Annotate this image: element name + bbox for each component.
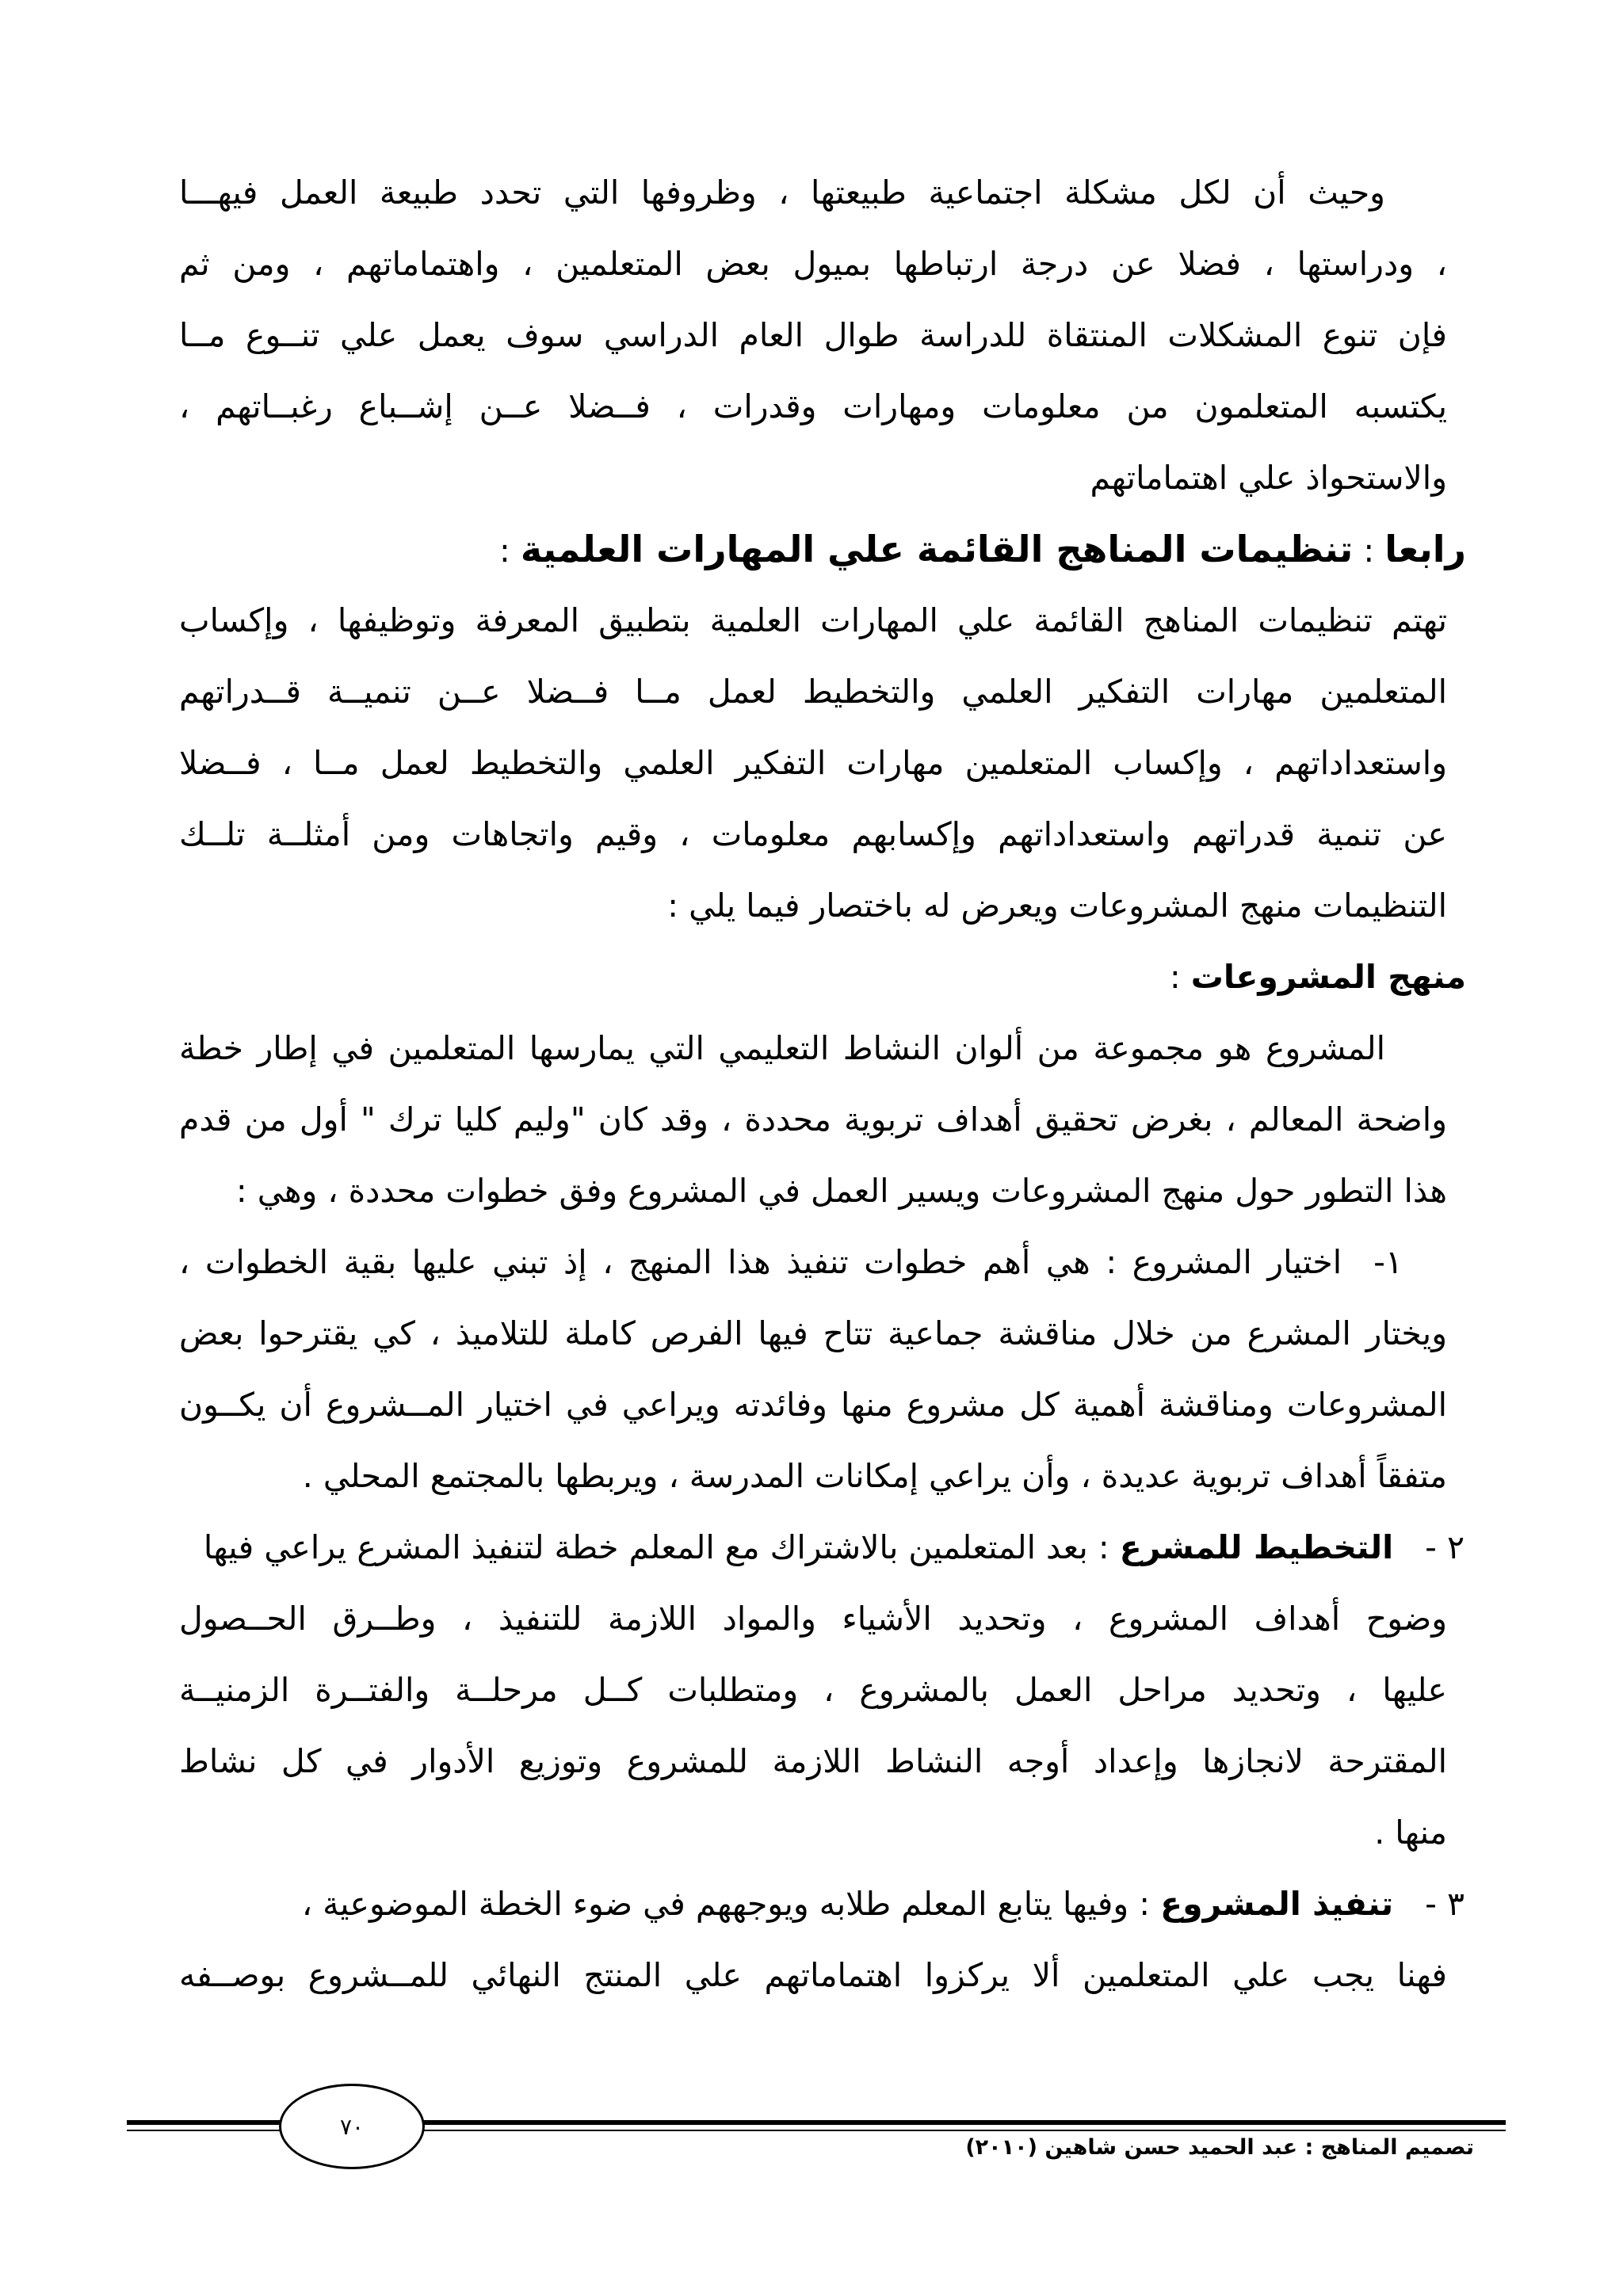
- heading-suffix: :: [498, 532, 510, 570]
- paragraph-line: فإن تنوع المشكلات المنتقاة للدراسة طوال العام الدراسي سوف يعمل علي تنــوع مــا: [179, 316, 1447, 354]
- step-label: اختيار المشروع :: [1106, 1243, 1342, 1281]
- step-3-first-line: [179, 1868, 1465, 1939]
- paragraph-line: تهتم تنظيمات المناهج القائمة علي المهارات العلمية بتطبيق المعرفة وتوظيفها ، وإكساب: [179, 601, 1447, 639]
- subheading-suffix: :: [1169, 958, 1181, 996]
- step-number: ٣ -: [1425, 1885, 1465, 1923]
- paragraph-line: وحيث أن لكل مشكلة اجتماعية طبيعتها ، وظروفها التي تحدد طبيعة العمل فيهـــا: [179, 174, 1385, 212]
- heading-title: تنظيمات المناهج القائمة علي المهارات العلمية: [520, 528, 1354, 570]
- step-label: التخطيط للمشرع: [1119, 1528, 1394, 1566]
- subheading-title: منهج المشروعات: [1190, 958, 1466, 996]
- paragraph-line: ، ودراستها ، فضلا عن درجة ارتباطها بميول بعض المتعلمين ، واهتماماتهم ، ومن ثم: [179, 245, 1447, 283]
- section-heading: رابعا : تنظيمات المناهج القائمة علي المهارات العلمية :: [498, 528, 1466, 570]
- paragraph-line: هذا التطور حول منهج المشروعات ويسير العمل في المشروع وفق خطوات محددة ، وهي :: [235, 1172, 1447, 1210]
- step-colon: :: [1139, 1885, 1151, 1923]
- step-text: هي أهم خطوات تنفيذ هذا المنهج ، إذ تبني عليها بقية الخطوات ،: [179, 1243, 1090, 1281]
- subheading: [174, 941, 1466, 1013]
- paragraph-line: التنظيمات منهج المشروعات ويعرض له باختصار فيما يلي :: [667, 887, 1447, 925]
- step-2-first-line: [179, 1512, 1465, 1583]
- paragraph-line: المشروع هو مجموعة من ألوان النشاط التعليمي التي يمارسها المتعلمين في إطار خطة: [179, 1029, 1385, 1067]
- step-text: بعد المتعلمين بالاشتراك مع المعلم خطة لتنفيذ المشرع يراعي فيها: [203, 1528, 1088, 1566]
- heading-prefix: رابعا: [1384, 528, 1466, 570]
- paragraph-line: عليها ، وتحديد مراحل العمل بالمشروع ، ومتطلبات كــل مرحلــة والفتــرة الزمنيــة: [179, 1671, 1447, 1709]
- paragraph-line: المشروعات ومناقشة أهمية كل مشروع منها وفائدته ويراعي في اختيار المــشروع أن يكــون: [179, 1386, 1447, 1424]
- paragraph-line: واضحة المعالم ، بغرض تحقيق أهداف تربوية محددة ، وقد كان "وليم كليا ترك " أول من قدم: [179, 1100, 1447, 1138]
- paragraph-line: منها .: [1374, 1814, 1447, 1852]
- paragraph-line: ويختار المشرع من خلال مناقشة جماعية تتاح فيها الفرص كاملة للتلاميذ ، كي يقترحوا بعض: [179, 1314, 1447, 1352]
- paragraph-line: المقترحة لانجازها وإعداد أوجه النشاط اللازمة للمشروع وتوزيع الأدوار في كل نشاط: [179, 1742, 1447, 1780]
- paragraph-line: فهنا يجب علي المتعلمين ألا يركزوا اهتماماتهم علي المنتج النهائي للمــشروع بوصــفه: [179, 1956, 1447, 1994]
- paragraph-line: المتعلمين مهارات التفكير العلمي والتخطيط لعمل مــا فــضلا عــن تنميــة قــدراتهم: [179, 673, 1447, 711]
- paragraph-line: وضوح أهداف المشروع ، وتحديد الأشياء والمواد اللازمة للتنفيذ ، وطــرق الحــصول: [179, 1600, 1447, 1638]
- step-1-first-line: [179, 1226, 1403, 1298]
- step-label: تنفيذ المشروع: [1160, 1885, 1394, 1923]
- paragraph-line: يكتسبه المتعلمون من معلومات ومهارات وقدرات ، فــضلا عــن إشــباع رغبــاتهم ،: [179, 387, 1447, 425]
- paragraph-line: عن تنمية قدراتهم واستعداداتهم وإكسابهم معلومات ، وقيم واتجاهات ومن أمثلــة تلــك: [179, 815, 1447, 853]
- step-number: ١-: [1373, 1243, 1403, 1281]
- paragraph-line: متفقاً أهداف تربوية عديدة ، وأن يراعي إمكانات المدرسة ، ويربطها بالمجتمع المحلي .: [302, 1457, 1447, 1495]
- page-number-badge: [279, 2084, 425, 2169]
- footer-citation: تصميم المناهج : عبد الحميد حسن شاهين (٢٠١٠): [965, 2135, 1474, 2160]
- paragraph-line: والاستحواذ علي اهتماماتهم: [1090, 459, 1447, 497]
- step-text: وفيها يتابع المعلم طلابه ويوجههم في ضوء الخطة الموضوعية ،: [301, 1885, 1129, 1923]
- step-colon: :: [1098, 1528, 1109, 1566]
- page-number: ٧٠: [339, 2113, 365, 2140]
- paragraph-line: واستعداداتهم ، وإكساب المتعلمين مهارات التفكير العلمي والتخطيط لعمل مــا ، فــضلا: [179, 744, 1447, 782]
- step-number: ٢ -: [1425, 1528, 1465, 1566]
